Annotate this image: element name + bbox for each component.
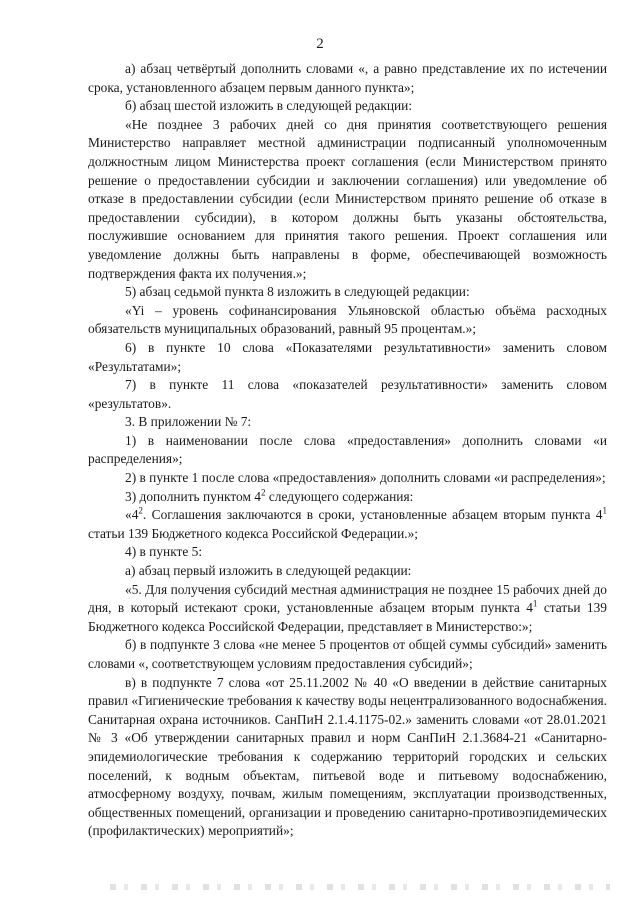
paragraph: б) в подпункте 3 слова «не менее 5 процентов от общей суммы субсидий» заменить словами «, соответствующем условиям предоставления субсидий»; (88, 637, 607, 671)
paragraph: а) абзац четвёртый дополнить словами «, а равно представление их по истечении срока, установленного абзацем первым данного пункта»; (88, 61, 607, 95)
superscript: 2 (138, 505, 143, 516)
paragraph: 6) в пункте 10 слова «Показателями результативности» заменить словом «Результатами»; (88, 339, 607, 374)
text-run: статьи 139 Бюджетного кодекса Российской Федерации, представляет в Министерство:»; (88, 600, 607, 634)
paragraph (88, 581, 607, 637)
superscript: 1 (532, 598, 538, 609)
paragraph: а) абзац первый изложить в следующей редакции: (125, 563, 412, 579)
text-run: статьи 139 Бюджетного кодекса Российской Федерации.»; (88, 525, 419, 541)
paragraph: 7) в пункте 11 слова «показателей результативности» заменить словом «результатов». (88, 377, 607, 411)
paragraph: 2) в пункте 1 после слова «предоставления» дополнить словами «и распределения»; (125, 470, 606, 486)
text-run: следующего содержания: (265, 488, 414, 504)
text-run: 3) дополнить пунктом 4 (125, 488, 262, 504)
paragraph: 4) в пункте 5: (125, 544, 203, 560)
page-number: 2 (316, 36, 324, 52)
paragraph: в) в подпункте 7 слова «от 25.11.2002 № 40 «О введении в действие санитарных правил «Гигиенические требования к качеству воды нецентрализованного водоснабжения. Санитарная охрана источников. СанПиН 2.1.4.1175-02.» заменить словами «от 28.01.2021 № 3 «Об утверждении санитарных правил и норм СанПиН 2.1.3684-21 «Санитарно-эпидемиологические требования к содержанию территорий городских и сельских поселений, к водным объектам, питьевой воде и питьевому водоснабжению, атмосферному воздуху, почвам, жилым помещениям, эксплуатации производственных, общественных помещений, организации и проведению санитарно-противоэпидемических (профилактических) мероприятий»; (88, 674, 607, 839)
text-run: . Соглашения заключаются в сроки, установленные абзацем вторым пункта 4 (142, 507, 603, 523)
superscript: 1 (602, 505, 607, 516)
scan-artifact (110, 884, 610, 890)
paragraph: 1) в наименовании после слова «предоставления» дополнить словами «и распределения»; (88, 432, 607, 467)
paragraph (88, 506, 607, 543)
paragraph: 5) абзац седьмой пункта 8 изложить в следующей редакции: (125, 284, 470, 300)
paragraph: «Не позднее 3 рабочих дней со дня принятия соответствующего решения Министерство направляет местной администрации подписанный уполномоченным должностным лицом Министерства проект соглашения (если Министерством принято решение о предоставлении субсидии и заключении соглашения) или уведомление об отказе в предоставлении субсидии (если Министерством принято решение об отказе в предоставлении субсидии), в котором должны быть указаны обстоятельства, послужившие основанием для принятия такого решения. Проект соглашения или уведомление должны быть направлены в форме, обеспечивающей возможность подтверждения факта их получения.»; (88, 116, 607, 281)
superscript: 2 (261, 487, 266, 498)
paragraph: б) абзац шестой изложить в следующей редакции: (125, 98, 413, 114)
text-run: «4 (125, 507, 139, 523)
text-run: «5. Для получения субсидий местная администрация не позднее 15 рабочих дней до дня, в который истекают сроки, установленные абзацем вторым пункта 4 (88, 581, 607, 616)
paragraph: «Yi – уровень софинансирования Ульяновской областью объёма расходных обязательств муниципальных образований, равный 95 процентам.»; (88, 302, 607, 337)
document-body (88, 60, 607, 841)
paragraph (88, 488, 607, 507)
paragraph: 3. В приложении № 7: (125, 414, 252, 430)
